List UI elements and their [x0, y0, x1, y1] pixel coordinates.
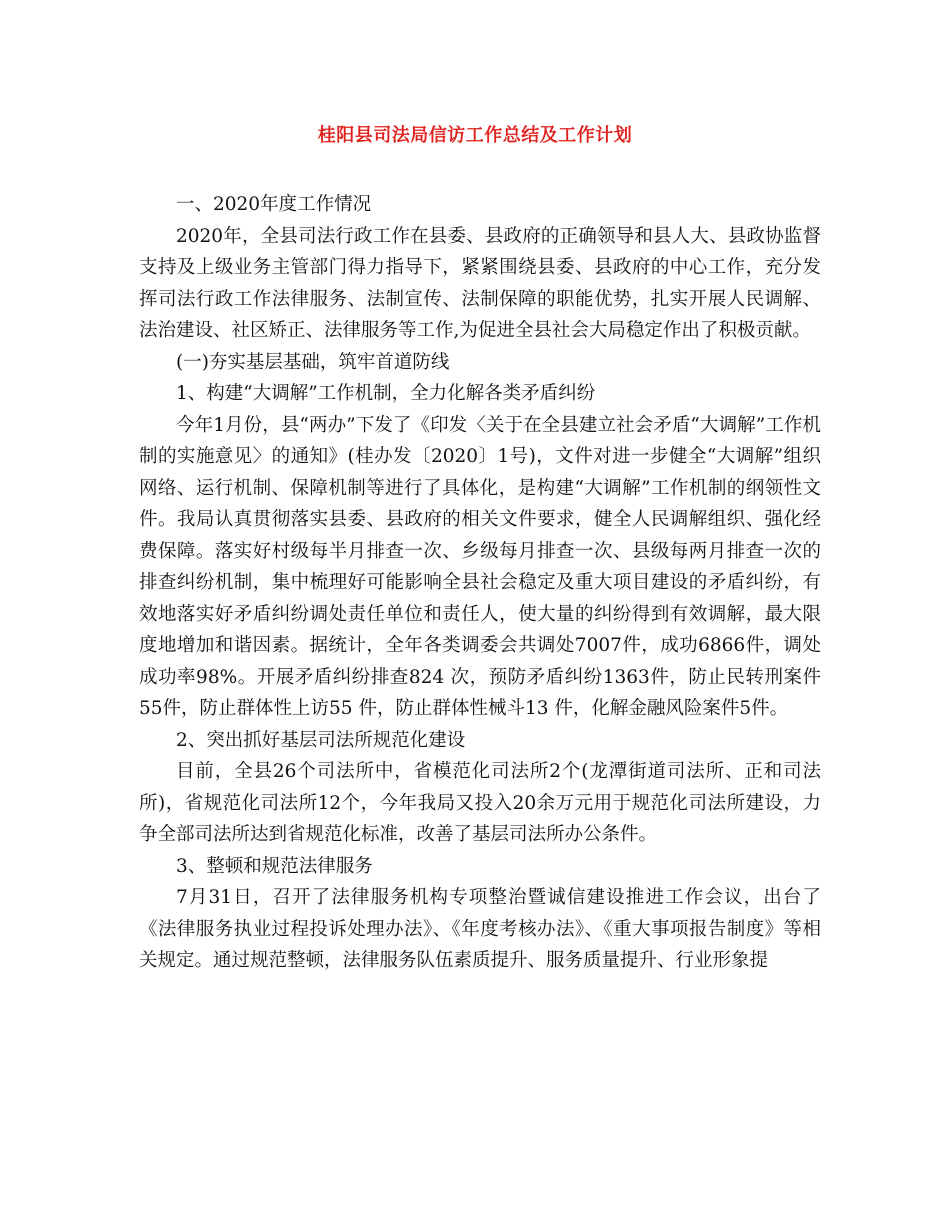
- item-heading-legal-services: 3、整顿和规范法律服务: [176, 855, 373, 877]
- item-heading-judicial-offices: 2、突出抓好基层司法所规范化建设: [176, 729, 466, 751]
- document-title: 桂阳县司法局信访工作总结及工作计划: [317, 125, 633, 146]
- paragraph-judicial-offices: 目前，全县26个司法所中，省模范化司法所2个(龙潭街道司法所、正和司法所)，省规范化司法所12个，今年我局又投入20余万元用于规范化司法所建设，力争全部司法所达到省规范化标准，改善了基层司法所办公条件。: [139, 761, 821, 845]
- paragraph-mediation: 今年1月份，县“两办”下发了《印发〈关于在全县建立社会矛盾“大调解”工作机制的实施意见〉的通知》(桂办发〔2020〕1号)，文件对进一步健全“大调解”组织网络、运行机制、保障机制等进行了具体化，是构建“大调解”工作机制的纲领性文件。我局认真贯彻落实县委、县政府的相关文件要求，健全人民调解组织、强化经费保障。落实好村级每半月排查一次、乡级每月排查一次、县级每两月排查一次的排查纠纷机制，集中梳理好可能影响全县社会稳定及重大项目建设的矛盾纠纷，有效地落实好矛盾纠纷调处责任单位和责任人，使大量的纠纷得到有效调解，最大限度地增加和谐因素。据统计，全年各类调委会共调处7007件，成功6866件，调处成功率98%。开展矛盾纠纷排查824 次，预防矛盾纠纷1363件，防止民转刑案件55件，防止群体性上访55 件，防止群体性械斗13 件，化解金融风险案件5件。: [139, 414, 821, 719]
- item-heading-mediation: 1、构建“大调解”工作机制，全力化解各类矛盾纠纷: [176, 383, 596, 404]
- paragraph-legal-services: 7月31日，召开了法律服务机构专项整治暨诚信建设推进工作会议，出台了《法律服务执业过程投诉处理办法》、《年度考核办法》、《重大事项报告制度》等相关规定。通过规范整顿，法律服务队伍素质提升、服务质量提升、行业形象提: [139, 887, 821, 971]
- document-body: [139, 189, 821, 977]
- section-heading-annual-work: 一、2020年度工作情况: [176, 194, 372, 215]
- subsection-heading-grassroots: (一)夯实基层基础，筑牢首道防线: [176, 351, 450, 373]
- paragraph-overview: 2020年，全县司法行政工作在县委、县政府的正确领导和县人大、县政协监督支持及上级业务主管部门得力指导下，紧紧围绕县委、县政府的中心工作，充分发挥司法行政工作法律服务、法制宣传、法制保障的职能优势，扎实开展人民调解、法治建设、社区矫正、法律服务等工作,为促进全县社会大局稳定作出了积极贡献。: [139, 225, 821, 341]
